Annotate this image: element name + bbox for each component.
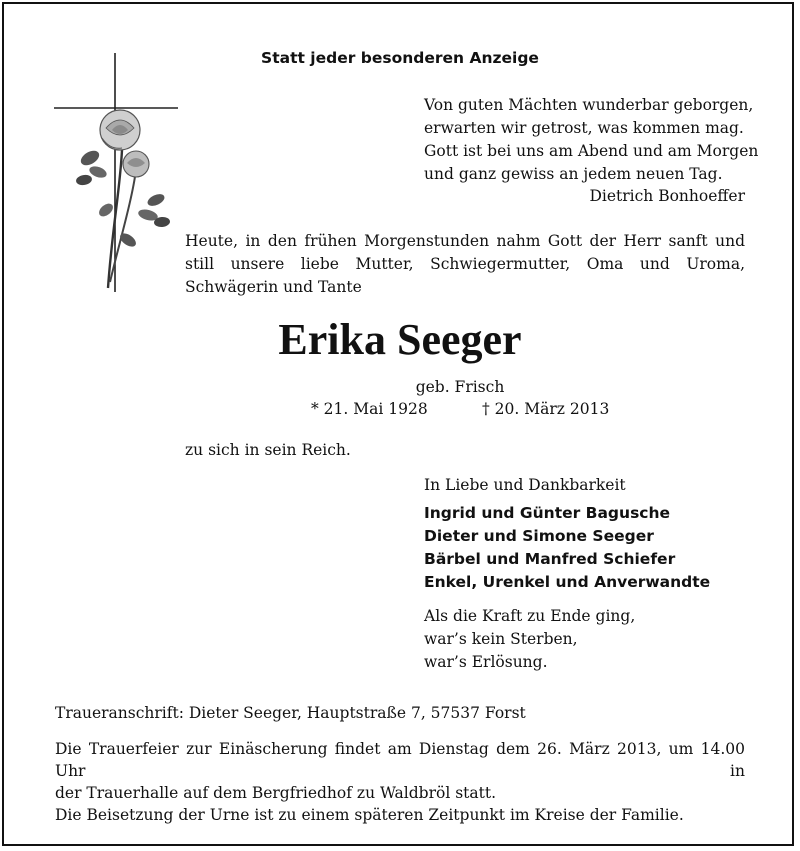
intro-text: Heute, in den frühen Morgenstunden nahm Gott der Herr sanft und still unsere liebe Mutter, Schwiegermutter, Oma und Uroma, Schwägerin und Tante (185, 232, 745, 296)
cross-with-rose-image (50, 50, 180, 295)
poem-line: erwarten wir getrost, was kommen mag. (424, 119, 744, 137)
mourners-intro: In Liebe und Dankbarkeit (424, 476, 626, 494)
closing-verse (424, 605, 635, 674)
mourner-name: Dieter und Simone Seeger (424, 527, 654, 545)
death-date: † 20. März 2013 (482, 400, 610, 418)
mourners-list (424, 502, 710, 594)
verse-line: Als die Kraft zu Ende ging, (424, 607, 636, 625)
poem-line: Gott ist bei uns am Abend und am Morgen (424, 142, 759, 160)
mourner-name: Ingrid und Günter Bagusche (424, 504, 671, 522)
ceremony-line: Die Beisetzung der Urne ist zu einem späteren Zeitpunkt im Kreise der Familie. (55, 806, 684, 824)
birth-date: * 21. Mai 1928 (311, 400, 428, 418)
ceremony-details (55, 738, 745, 826)
poem-line: und ganz gewiss an jedem neuen Tag. (424, 165, 723, 183)
verse-line: war’s kein Sterben, (424, 630, 578, 648)
verse-line: war’s Erlösung. (424, 653, 548, 671)
poem-line: Von guten Mächten wunderbar geborgen, (424, 96, 754, 114)
ceremony-line: der Trauerhalle auf dem Bergfriedhof zu Waldbröl statt. (55, 784, 497, 802)
ceremony-line: Die Trauerfeier zur Einäscherung findet am Dienstag dem 26. März 2013, um 14.00 Uhr in (55, 740, 745, 780)
notice-heading: Statt jeder besonderen Anzeige (261, 49, 539, 67)
mourner-name: Enkel, Urenkel und Anverwandte (424, 573, 711, 591)
closing-text: zu sich in sein Reich. (185, 441, 351, 459)
poem-author: Dietrich Bonhoeffer (589, 187, 745, 205)
mourning-address: Traueranschrift: Dieter Seeger, Hauptstraße 7, 57537 Forst (55, 704, 526, 722)
bonhoeffer-poem (424, 94, 758, 186)
mourner-name: Bärbel und Manfred Schiefer (424, 550, 676, 568)
maiden-name: geb. Frisch (415, 378, 505, 396)
deceased-name: Erika Seeger (278, 315, 522, 364)
